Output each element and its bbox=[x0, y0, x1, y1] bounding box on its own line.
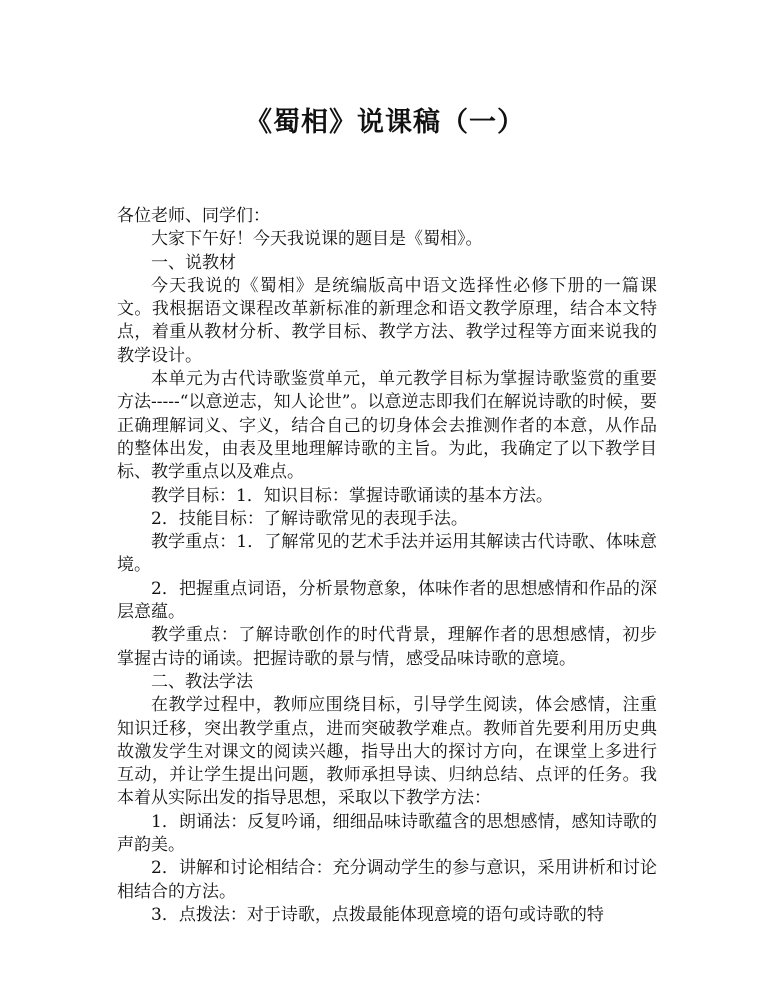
body-paragraph: 2．把握重点词语，分析景物意象，体味作者的思想感情和作品的深层意蕴。 bbox=[117, 578, 657, 623]
body-paragraph: 二、教法学法 bbox=[151, 671, 253, 692]
document-body bbox=[117, 205, 657, 927]
body-paragraph: 在教学过程中，教师应围绕目标，引导学生阅读，体会感情，注重知识迁移，突出教学重点，进而突破教学难点。教师首先要利用历史典故激发学生对课文的阅读兴趣，指导出大的探讨方向，在课堂上多进行互动，并让学生提出问题，教师承担导读、归纳总结、点评的任务。我本着从实际出发的指导思想，采取以下教学方法： bbox=[117, 695, 657, 809]
body-paragraph: 今天我说的《蜀相》是统编版高中语文选择性必修下册的一篇课文。我根据语文课程改革新标准的新理念和语文教学原理，结合本文特点，着重从教材分析、教学目标、教学方法、教学过程等方面来说我的教学设计。 bbox=[117, 275, 657, 366]
body-paragraph: 教学重点：了解诗歌创作的时代背景，理解作者的思想感情，初步掌握古诗的诵读。把握诗歌的景与情，感受品味诗歌的意境。 bbox=[117, 625, 657, 669]
body-paragraph: 本单元为古代诗歌鉴赏单元，单元教学目标为掌握诗歌鉴赏的重要方法-----“以意逆志，知人论世”。以意逆志即我们在解说诗歌的时候，要正确理解词义、字义，结合自己的切身体会去推测作者的本意，从作品的整体出发，由表及里地理解诗歌的主旨。为此，我确定了以下教学目标、教学重点以及难点。 bbox=[117, 369, 657, 483]
body-paragraph: 2．技能目标：了解诗歌常见的表现手法。 bbox=[151, 508, 468, 529]
body-paragraph: 1．朗诵法：反复吟诵，细细品味诗歌蕴含的思想感情，感知诗歌的声韵美。 bbox=[117, 811, 657, 856]
body-paragraph: 各位老师、同学们： bbox=[117, 206, 270, 226]
body-paragraph: 教学重点：1．了解常见的艺术手法并运用其解读古代诗歌、体味意境。 bbox=[117, 532, 657, 576]
body-paragraph: 一、说教材 bbox=[151, 252, 236, 273]
body-paragraph: 大家下午好！今天我说课的题目是《蜀相》。 bbox=[151, 229, 483, 250]
body-paragraph: 3．点拨法：对于诗歌，点拨最能体现意境的语句或诗歌的特 bbox=[151, 904, 604, 925]
document-title: 《蜀相》说课稿（一） bbox=[245, 107, 525, 138]
body-paragraph: 教学目标：1．知识目标：掌握诗歌诵读的基本方法。 bbox=[151, 485, 553, 506]
body-paragraph: 2．讲解和讨论相结合：充分调动学生的参与意识，采用讲析和讨论相结合的方法。 bbox=[117, 858, 657, 902]
